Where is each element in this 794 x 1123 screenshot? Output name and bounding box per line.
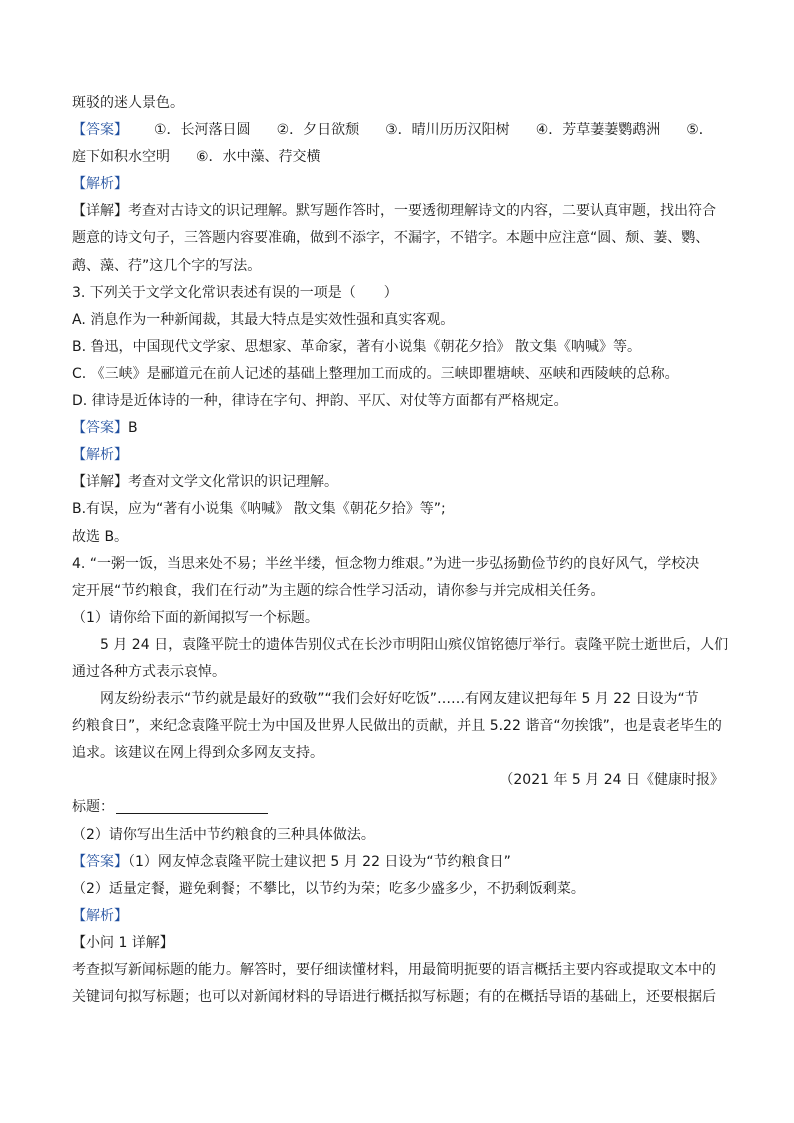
- option-d: D. 律诗是近体诗的一种，律诗在字句、押韵、平仄、对仗等方面都有严格规定。: [72, 393, 568, 410]
- answer-tag: 【答案】: [72, 420, 128, 437]
- answer-line: [72, 117, 724, 144]
- detail-tag: 【详解】: [72, 474, 128, 491]
- answer-tag: 【答案】: [72, 122, 128, 139]
- title-label: 标题：: [72, 799, 114, 816]
- answer-item: ③．晴川历历汉阳树: [385, 122, 510, 139]
- answer-item: ⑤．: [686, 122, 713, 139]
- answer-value: B: [128, 420, 138, 437]
- text-line: B.有误，应为“著有小说集《呐喊》 散文集《朝花夕拾》等”;: [72, 501, 446, 518]
- answer-item: ⑥．水中藻、荇交横: [196, 149, 321, 166]
- text-line: 题意的诗文句子，三答题内容要准确，做到不添字，不漏字，不错字。本题中应注意“圆、颓、萋、鹦、: [72, 230, 710, 247]
- detail-tag: 【详解】: [72, 203, 128, 220]
- title-line: [72, 794, 724, 821]
- text-line: 追求。该建议在网上得到众多网友支持。: [72, 745, 324, 762]
- analysis-tag: 【解析】: [72, 176, 128, 193]
- answer-line: [72, 144, 724, 171]
- answer-line: [72, 415, 724, 442]
- analysis-tag: 【解析】: [72, 907, 128, 924]
- detail-text: 考查对文学文化常识的识记理解。: [128, 474, 338, 491]
- text-line: 考查拟写新闻标题的能力。解答时，要仔细读懂材料，用最简明扼要的语言概括主要内容或提取文本中的: [72, 962, 716, 978]
- news-source: （2021 年 5 月 24 日《健康时报》: [499, 772, 724, 789]
- sub-detail-heading: 【小问 1 详解】: [72, 934, 174, 951]
- analysis-tag: 【解析】: [72, 447, 128, 464]
- option-a: A. 消息作为一种新闻裁，其最大特点是实效性强和真实客观。: [72, 311, 455, 328]
- answer-item: ②．夕日欲颓: [276, 122, 360, 139]
- title-blank: [116, 797, 268, 814]
- answer-item: ①．长河落日圆: [154, 122, 251, 139]
- sub-question-1: （1）请你给下面的新闻拟写一个标题。: [72, 609, 319, 626]
- detail-line: [72, 469, 724, 496]
- document-page: [72, 90, 729, 1011]
- text-line: （2）适量定餐，避免剩餐；不攀比，以节约为荣；吃多少盛多少，不扔剩饭剩菜。: [72, 880, 585, 897]
- answer-text: （1）网友悼念袁隆平院士建议把 5 月 22 日设为“节约粮食日”: [128, 853, 511, 870]
- text-line: 斑驳的迷人景色。: [72, 95, 184, 111]
- text-line: 定开展“节约粮食，我们在行动”为主题的综合性学习活动，请你参与并完成相关任务。: [72, 582, 605, 599]
- question-3: 3. 下列关于文学文化常识表述有误的一项是（ ）: [72, 284, 398, 301]
- text-line: 通过各种方式表示哀悼。: [72, 663, 226, 680]
- answer-line: [72, 849, 724, 876]
- news-paragraph: 5 月 24 日，袁隆平院士的遗体告别仪式在长沙市明阳山殡仪馆铭德厅举行。袁隆平院士逝世后，人们: [100, 636, 729, 653]
- detail-line: [72, 198, 724, 225]
- answer-item: 庭下如积水空明: [72, 149, 170, 166]
- text-line: 鹉、藻、荇”这几个字的写法。: [72, 257, 262, 274]
- answer-tag: 【答案】: [72, 853, 128, 870]
- text-line: 故选 B。: [72, 528, 129, 545]
- option-c: C. 《三峡》是郦道元在前人记述的基础上整理加工而成的。三峡即瞿塘峡、巫峡和西陵峡的总称。: [72, 365, 679, 382]
- text-line: 约粮食日”，来纪念袁隆平院士为中国及世界人民做出的贡献，并且 5.22 谐音“勿挨饿”，也是袁老毕生的: [72, 718, 722, 735]
- text-line: 关键词句拟写标题；也可以对新闻材料的导语进行概括拟写标题；有的在概括导语的基础上，还要根据后: [72, 989, 716, 1006]
- sub-question-2: （2）请你写出生活中节约粮食的三种具体做法。: [72, 826, 375, 843]
- answer-item: ④．芳草萋萋鹦鹉洲: [535, 122, 661, 139]
- detail-text: 考查对古诗文的识记理解。默写题作答时，一要透彻理解诗文的内容，二要认真审题，找出符合: [128, 203, 716, 220]
- question-4: 4. “一粥一饭，当思来处不易；半丝半缕，恒念物力维艰。”为进一步弘扬勤俭节约的良好风气，学校决: [72, 555, 700, 572]
- option-b: B. 鲁迅，中国现代文学家、思想家、革命家，著有小说集《朝花夕拾》 散文集《呐喊》等。: [72, 338, 641, 355]
- news-paragraph: 网友纷纷表示“节约就是最好的致敬”“我们会好好吃饭”……有网友建议把每年 5 月 22 日设为“节: [100, 691, 699, 708]
